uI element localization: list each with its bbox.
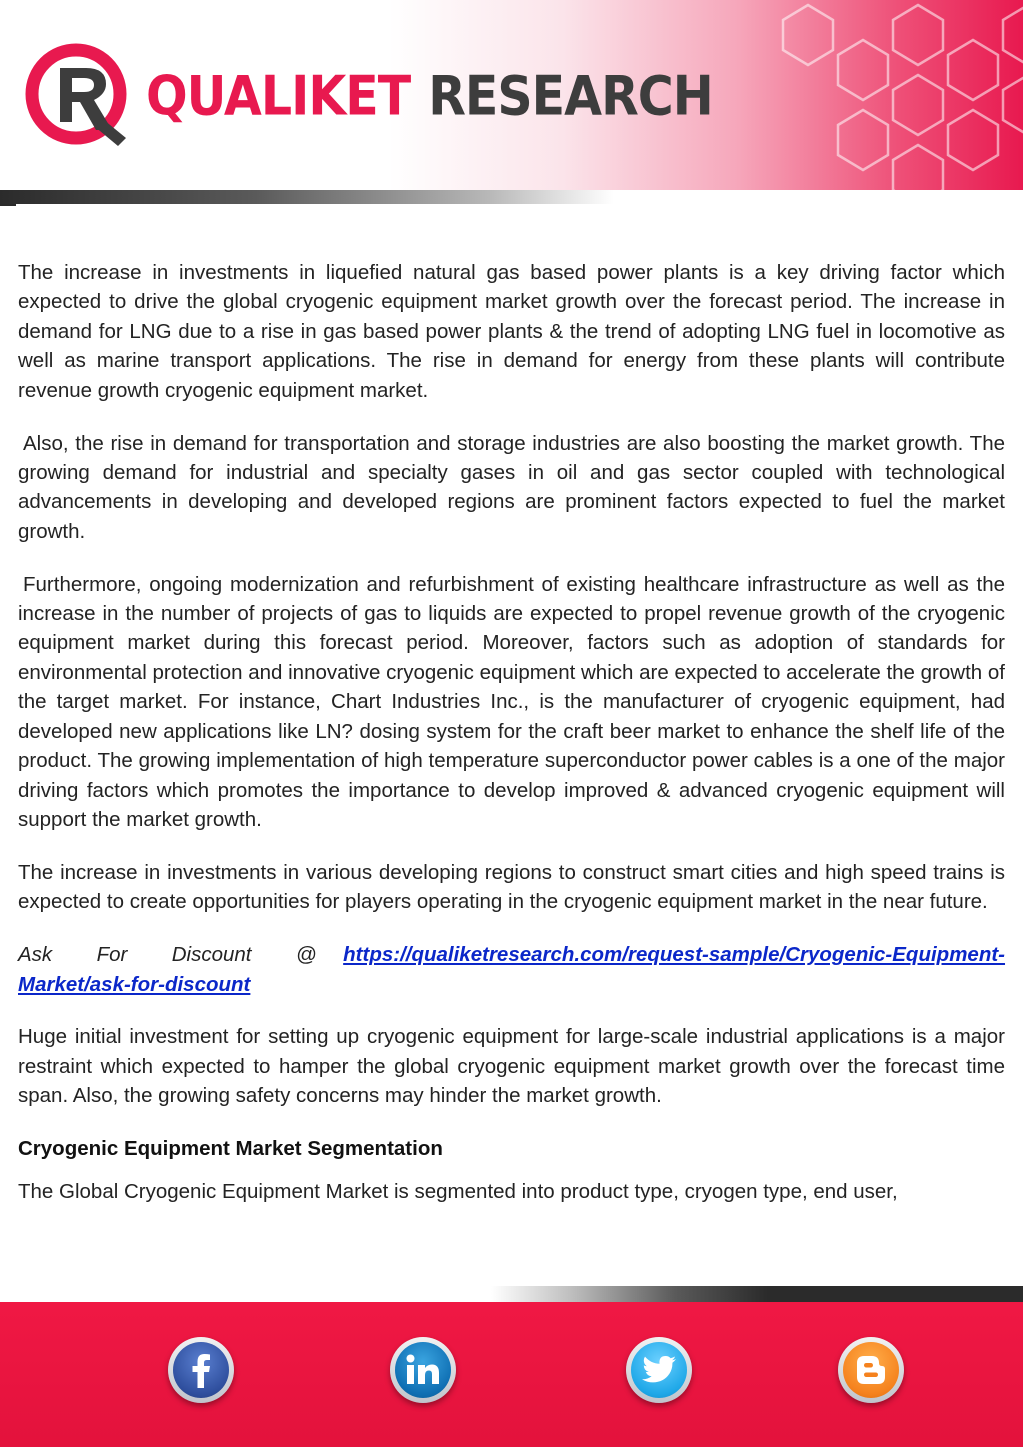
paragraph-transportation-demand: Also, the rise in demand for transportation and storage industries are also boosting the market growth. The growing demand for industrial and specialty gases in oil and gas sector coupled with technological advancements in developing and developed regions are prominent factors expected to fuel the market growth.: [18, 431, 1005, 543]
header-divider-tick: [0, 204, 16, 206]
blogger-icon: [855, 1354, 887, 1386]
footer-divider-bar: [0, 1286, 1023, 1302]
paragraph-segmentation: The Global Cryogenic Equipment Market is segmented into product type, cryogen type, end user,: [18, 1179, 898, 1203]
paragraph-modernization: Furthermore, ongoing modernization and refurbishment of existing healthcare infrastructure as well as the increase in the number of projects of gas to liquids are expected to propel revenue growth of the cryogenic equipment market during this forecast period. Moreover, factors such as adoption of standards for environmental protection and innovative cryogenic equipment which are expected to accelerate the growth of the target market. For instance, Chart Industries Inc., is the manufacturer of cryogenic equipment, had developed new applications like LN? dosing system for the craft beer market to enhance the shelf life of the product. The growing implementation of high temperature superconductor power cables is a one of the major driving factors which promotes the importance to develop improved & advanced cryogenic equipment will support the market growth.: [18, 572, 1005, 831]
facebook-button[interactable]: [168, 1337, 234, 1403]
facebook-icon: [186, 1352, 216, 1388]
twitter-button[interactable]: [626, 1337, 692, 1403]
qualiket-logo-icon: [22, 38, 134, 150]
twitter-icon: [641, 1355, 677, 1385]
linkedin-button[interactable]: [390, 1337, 456, 1403]
ask-for-discount-link[interactable]: https://qualiketresearch.com/request-sample/Cryogenic-Equipment-Market/ask-for-discount: [18, 943, 1006, 996]
article-body: [18, 258, 1005, 1229]
paragraph-smart-cities: The increase in investments in various developing regions to construct smart cities and high speed trains is expected to create opportunities for players operating in the cryogenic equipment market in the near future.: [18, 860, 1005, 914]
ask-for-discount-line: [18, 940, 1005, 999]
header-banner: [0, 0, 1023, 190]
ask-for-discount-label: Ask For Discount @: [18, 943, 317, 967]
brand-name-part1: QUALIKET: [146, 65, 411, 128]
paragraph-restraint: Huge initial investment for setting up cryogenic equipment for large-scale industrial applications is a major restraint which expected to hamper the global cryogenic equipment market growth over the forecast time span. Also, the growing safety concerns may hinder the market growth.: [18, 1025, 1005, 1108]
brand-wordmark: [146, 64, 713, 130]
linkedin-icon: [405, 1354, 441, 1386]
header-divider-bar: [0, 190, 1023, 204]
paragraph-lng-investment: The increase in investments in liquefied natural gas based power plants is a key driving factor which expected to drive the global cryogenic equipment market growth over the forecast period. The increase in demand for LNG due to a rise in gas based power plants & the trend of adopting LNG fuel in locomotive as well as marine transport applications. The rise in demand for energy from these plants will contribute revenue growth cryogenic equipment market.: [18, 261, 1005, 402]
brand-name-part2: RESEARCH: [428, 65, 713, 128]
segmentation-heading: Cryogenic Equipment Market Segmentation: [18, 1137, 443, 1161]
blogger-button[interactable]: [838, 1337, 904, 1403]
